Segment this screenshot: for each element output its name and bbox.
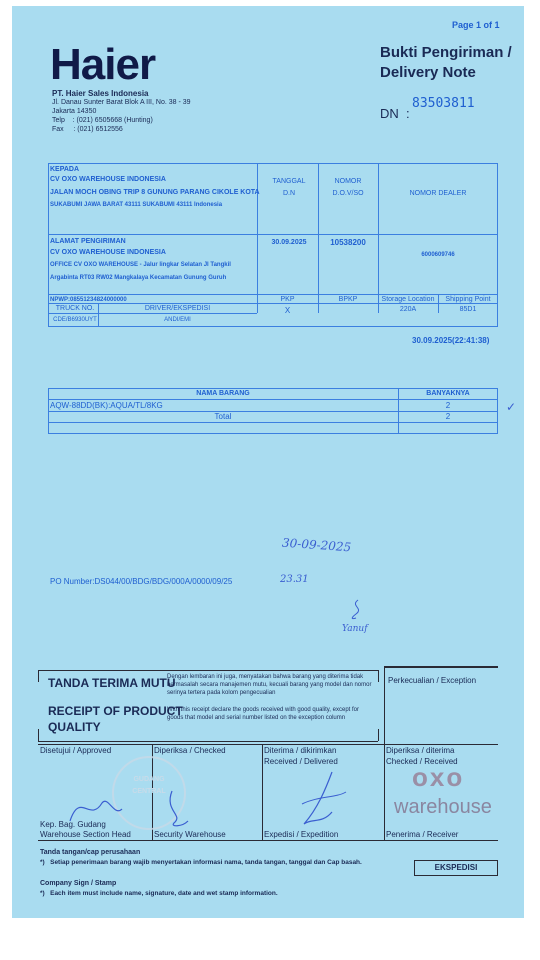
alamat-line-3: Argabinta RT03 RW02 Mangkalaya Kecamatan Gunung Guruh: [50, 275, 227, 281]
alamat-line-1: CV OXO WAREHOUSE INDONESIA: [50, 249, 166, 256]
alamat-label: ALAMAT PENGIRIMAN: [50, 238, 126, 245]
footer-line-4: *) Each item must include name, signature, date and wet stamp information.: [40, 890, 278, 897]
stamp-oxo: oxo: [412, 762, 465, 792]
security-warehouse-label: Security Warehouse: [154, 830, 226, 839]
doc-title-en: Delivery Note: [380, 64, 476, 81]
order-number: 10538200: [330, 238, 366, 247]
kepada-line-3: SUKABUMI JAWA BARAT 43111 SUKABUMI 43111 Indonesia: [50, 202, 223, 208]
handwritten-time: 23.31: [280, 574, 309, 585]
handwritten-name: Yanuf: [342, 624, 368, 634]
haier-logo: Haier: [50, 40, 156, 89]
print-timestamp: 30.09.2025(22:41:38): [412, 336, 490, 345]
company-telp: Telp : (021) 6505668 (Hunting): [52, 117, 153, 124]
sign-checked-label: Diperiksa / Checked: [154, 746, 226, 755]
nomor-dealer-header: NOMOR DEALER: [409, 190, 467, 197]
sign-received-label-1: Diterima / dikirimkan: [264, 746, 337, 755]
item-name: AQW-88DD(BK):AQUA/TL/8KG: [50, 401, 163, 410]
tanda-terima-title: TANDA TERIMA MUTU: [48, 676, 176, 690]
pkp-mark: X: [284, 306, 291, 315]
driver-label: DRIVER/EKSPEDISI: [144, 305, 211, 312]
company-address-2: Jakarta 14350: [52, 108, 97, 115]
footer-line-3: Company Sign / Stamp: [40, 880, 117, 887]
footer-line-2: *) Setiap penerimaan barang wajib menyertakan informasi nama, tanda tangan, tanggal dan Cap basah.: [40, 859, 362, 866]
shipping-point-label: Shipping Point: [445, 296, 491, 303]
footer-line-1: Tanda tangan/cap perusahaan: [40, 849, 141, 856]
expedition-signature-icon: [282, 768, 362, 834]
alamat-line-2: OFFICE CV OXO WAREHOUSE - Jalur lingkar Selatan Jl Tangkil: [50, 262, 231, 268]
storage-location-value: 220A: [399, 306, 417, 313]
expedition-label: Expedisi / Expedition: [264, 830, 339, 839]
banyaknya-header: BANYAKNYA: [426, 390, 470, 397]
nama-barang-header: NAMA BARANG: [196, 390, 250, 397]
kepada-line-2: JALAN MOCH OBING TRIP 8 GUNUNG PARANG CIKOLE KOTA: [50, 189, 260, 196]
kepada-label: KEPADA: [50, 166, 80, 173]
page-label: Page 1 of 1: [452, 20, 500, 30]
sign-receiver-label-1: Diperiksa / diterima: [386, 746, 455, 755]
driver-value: ANDI/EMI: [164, 317, 191, 323]
sign-receiver-label-2: Checked / Received: [386, 757, 458, 766]
nomor-header: NOMOR: [334, 178, 362, 185]
tanggal-header: TANGGAL: [272, 178, 306, 185]
dealer-number: 6000609746: [421, 252, 455, 258]
check-mark-icon: ✓: [506, 400, 517, 414]
bpkp-label: BPKP: [338, 296, 358, 303]
receipt-text: With this receipt declare the goods received with good quality, except for goods that model and serial number listed on the exception column: [167, 707, 359, 721]
exception-label: Perkecualian / Exception: [388, 676, 477, 685]
dn-label: DN :: [380, 106, 410, 121]
shipping-point-value: 85D1: [459, 306, 477, 313]
delivery-note-sheet: [12, 6, 524, 918]
warehouse-head-label-1: Kep. Bag. Gudang: [40, 820, 106, 829]
kepada-line-1: CV OXO WAREHOUSE INDONESIA: [50, 176, 166, 183]
ekspedisi-label: EKSPEDISI: [434, 863, 478, 872]
tanda-terima-text: Dengan lembaran ini juga, menyatakan bahwa barang yang diterima tidak bermasalah secara manajemen mutu, kecuali barang yang model dan nomor serinya tertera pada kolom pengecualian: [167, 674, 372, 696]
total-label: Total: [214, 412, 232, 421]
dn-number: 83503811: [412, 96, 475, 111]
truck-no-label: TRUCK NO.: [55, 305, 95, 312]
sign-approved-label: Disetujui / Approved: [40, 746, 112, 755]
company-address-1: Jl. Danau Sunter Barat Blok A III, No. 38 - 39: [52, 99, 191, 106]
handwritten-date: 30-09-2025: [281, 535, 352, 555]
receipt-title-1: RECEIPT OF PRODUCT: [48, 704, 183, 718]
company-fax: Fax : (021) 6512556: [52, 126, 123, 133]
truck-no-value: CDE/B6930UYT: [53, 317, 97, 323]
sign-received-label-2: Received / Delivered: [264, 757, 338, 766]
receipt-title-2: QUALITY: [48, 720, 101, 734]
storage-location-label: Storage Location: [381, 296, 435, 303]
receiver-label: Penerima / Receiver: [386, 830, 459, 839]
tanggal-sub-header: D.N: [282, 190, 296, 197]
item-qty: 2: [445, 401, 451, 410]
company-name: PT. Haier Sales Indonesia: [52, 89, 149, 98]
doc-title-id: Bukti Pengiriman /: [380, 44, 512, 61]
stamp-gudang: GUDANG: [133, 776, 165, 783]
npwp: NPWP:08551234824000000: [50, 297, 127, 303]
stamp-central: CENTRAL: [132, 788, 166, 795]
total-qty: 2: [445, 412, 451, 421]
nomor-sub-header: D.O.V/SO: [332, 190, 364, 197]
warehouse-head-label-2: Warehouse Section Head: [40, 830, 131, 839]
dn-date: 30.09.2025: [271, 239, 307, 246]
stamp-warehouse: warehouse: [394, 796, 492, 818]
pkp-label: PKP: [280, 296, 295, 303]
po-number: PO Number:DS044/00/BDG/BDG/000A/0000/09/25: [50, 577, 233, 586]
